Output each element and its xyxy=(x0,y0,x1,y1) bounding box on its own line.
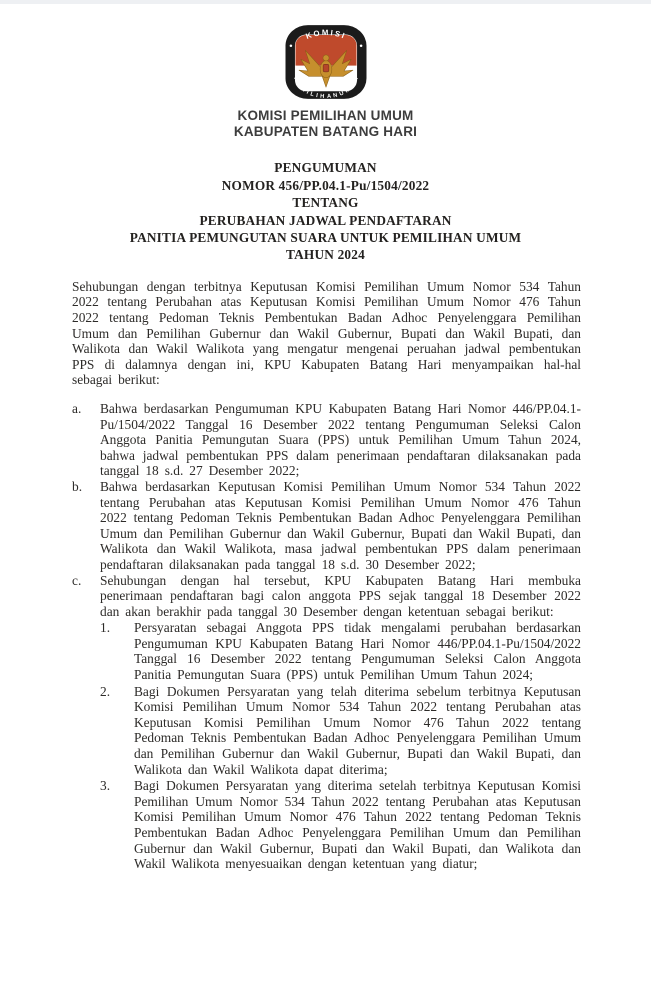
title-subject-line1: PERUBAHAN JADWAL PENDAFTARAN xyxy=(199,212,452,228)
intro-paragraph: Sehubungan dengan terbitnya Keputusan Komisi Pemilihan Umum Nomor 534 Tahun 2022 tentang Perubahan atas Keputusan Komisi Pemilihan Umum Nomor 476 Tahun 2022 tentang Pedoman Teknis Pembentukan Badan Adhoc Penyelenggara Pemilihan Umum dan Pemilihan Gubernur dan Wakil Gubernur, Bupati dan Wakil Bupati, dan Walikota dan Wakil Walikota yang mengatur mengenai peruahan jadwal pembentukan PPS di dalamnya dengan ini, KPU Kabupaten Batang Hari menyampaikan hal-hal sebagai berikut: xyxy=(72,278,581,388)
sub-item-1 xyxy=(100,620,581,682)
list-item-b-text: Bahwa berdasarkan Keputusan Komisi Pemilihan Umum Nomor 534 Tahun 2022 tentang Perubahan atas Keputusan Komisi Pemilihan Umum Nomor 476 Tahun 2022 tentang Pedoman Teknis Pembentukan Badan Adhoc Penyelenggara Pemilihan Umum dan Pemilihan Gubernur dan Wakil Gubernur, Bupati dan Wakil Bupati, dan Walikota dan Wakil Walikota, masa jadwal pembentukan PPS dalam penerimaan pendaftaran dilaksanakan pada tanggal 18 s.d. 30 Desember 2022; xyxy=(100,478,581,572)
org-name-line1: KOMISI PEMILIHAN UMUM xyxy=(237,108,414,123)
list-item-b xyxy=(72,479,581,573)
list-marker-b: b. xyxy=(72,478,83,494)
letterhead xyxy=(0,0,651,140)
list-item-c-text: Sehubungan dengan hal tersebut, KPU Kabupaten Batang Hari membuka penerimaan pendaftaran bagi calon anggota PPS sejak tanggal 18 Desember 2022 dan akan berakhir pada tanggal 30 Desember dengan ketentuan sebagai berikut: xyxy=(100,572,581,619)
title-subject-line2: PANITIA PEMUNGUTAN SUARA UNTUK PEMILIHAN UMUM xyxy=(129,230,522,245)
sub-item-3 xyxy=(100,778,581,872)
top-edge-strip xyxy=(0,0,651,4)
list-marker-a: a. xyxy=(72,400,82,416)
document-body xyxy=(72,279,581,872)
sub-item-1-text: Persyaratan sebagai Anggota PPS tidak mengalami perubahan berdasarkan Pengumuman KPU Kabupaten Batang Hari Nomor 446/PP.04.1-Pu/1504/2022 Tanggal 16 Desember 2022 tentang Pengumuman Seleksi Calon Anggota Panitia Pemungutan Suara (PPS) untuk Pemilihan Umum Tahun 2024; xyxy=(134,620,581,683)
document-title-block xyxy=(0,159,651,263)
sub-marker-3: 3. xyxy=(100,778,111,794)
title-pengumuman: PENGUMUMAN xyxy=(274,160,377,176)
title-year: TAHUN 2024 xyxy=(286,247,365,263)
eagle-shield xyxy=(323,64,329,72)
document-number: NOMOR 456/PP.04.1-Pu/1504/2022 xyxy=(221,177,430,193)
sub-item-3-text: Bagi Dokumen Persyaratan yang diterima setelah terbitnya Keputusan Komisi Pemilihan Umum Nomor 534 Tahun 2022 tentang Perubahan atas Keputusan Komisi Pemilihan Umum Nomor 476 Tahun 2022 tentang Pedoman Teknis Pembentukan Badan Adhoc Penyelenggara Pemilihan Umum dan Pemilihan Gubernur dan Wakil Gubernur, Bupati dan Wakil Bupati, dan Walikota dan Wakil Walikota menyesuaikan dengan ketentuan yang diatur; xyxy=(134,778,581,872)
sub-item-2 xyxy=(100,684,581,778)
numbered-sublist xyxy=(100,620,581,872)
sub-marker-2: 2. xyxy=(100,683,111,699)
list-item-c xyxy=(72,573,581,872)
title-tentang: TENTANG xyxy=(292,195,359,211)
list-item-a xyxy=(72,401,581,479)
ring-dot-left xyxy=(289,45,292,48)
sub-item-2-text: Bagi Dokumen Persyaratan yang telah diterima sebelum terbitnya Keputusan Komisi Pemilihan Umum Nomor 534 Tahun 2022 tentang Perubahan atas Keputusan Komisi Pemilihan Umum Nomor 476 Tahun 2022 tentang Pedoman Teknis Pembentukan Badan Adhoc Penyelenggara Pemilihan Umum dan Pemilihan Gubernur dan Wakil Gubernur, Bupati dan Wakil Bupati, dan Walikota dan Wakil Walikota dapat diterima; xyxy=(134,683,581,777)
organization-name xyxy=(0,108,651,140)
list-marker-c: c. xyxy=(72,572,82,588)
list-item-a-text: Bahwa berdasarkan Pengumuman KPU Kabupaten Batang Hari Nomor 446/PP.04.1-Pu/1504/2022 Tanggal 16 Desember 2022 tentang Pengumuman Seleksi Calon Anggota Panitia Pemungutan Suara (PPS) untuk Pemilihan Umum Tahun 2024, bahwa jadwal pembentukan PPS dalam penerimaan pendaftaran dilaksanakan pada tanggal 18 s.d. 27 Desember 2022; xyxy=(100,400,581,479)
org-name-line2: KABUPATEN BATANG HARI xyxy=(233,124,418,140)
ring-dot-right xyxy=(359,45,362,48)
sub-marker-1: 1. xyxy=(100,620,111,636)
logo-ring-top-text: KOMISI xyxy=(304,27,348,41)
logo-ring-bottom-text: P E M I L I H A N U M U M xyxy=(291,76,360,100)
list-item-c-body xyxy=(100,573,581,872)
kpu-logo xyxy=(281,24,371,100)
